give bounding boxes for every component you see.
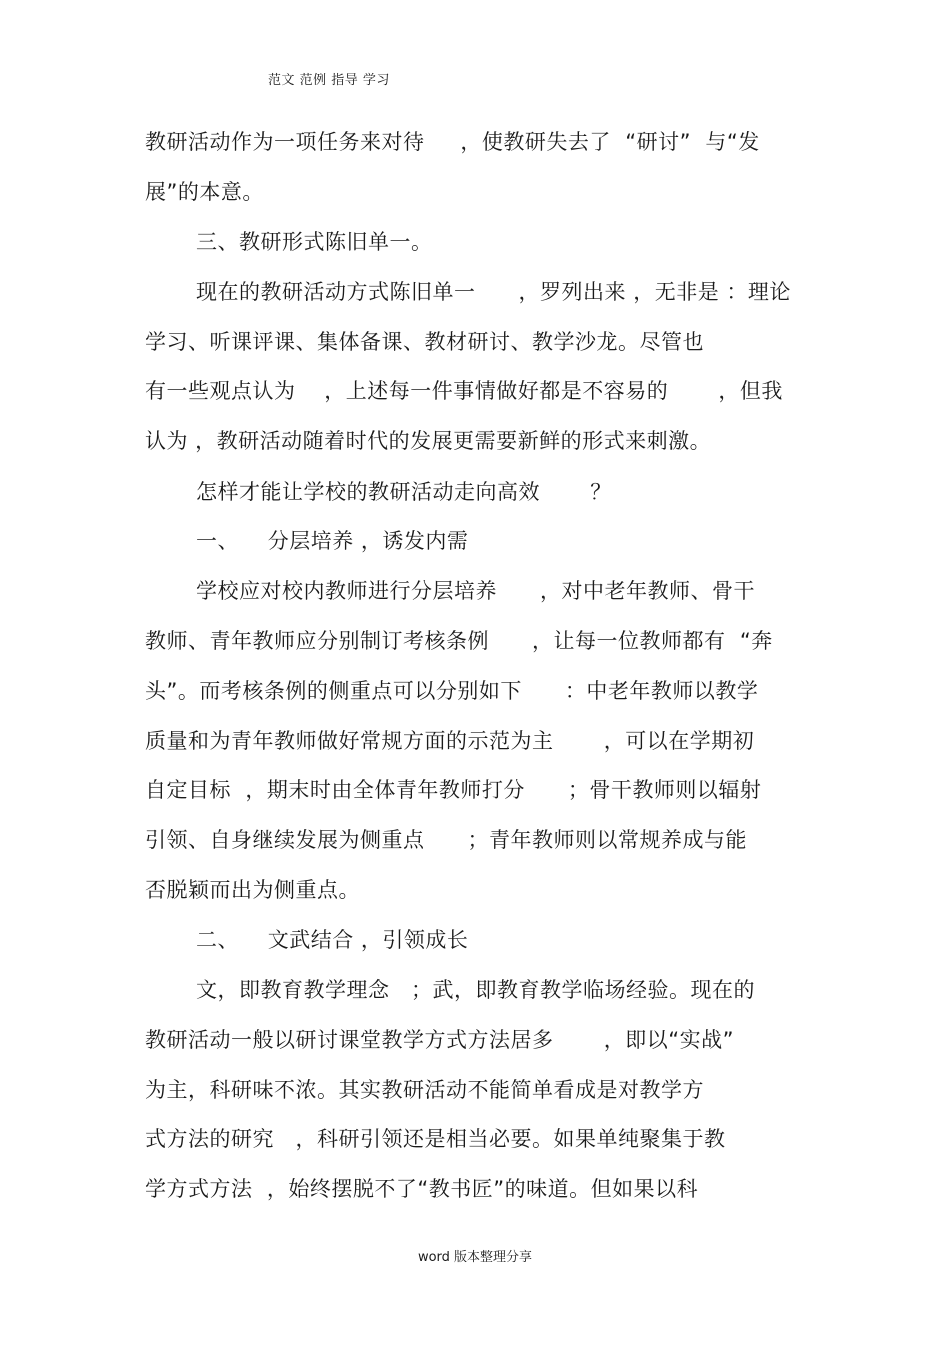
body-line: 学习、听课评课、集体备课、教材研讨、教学沙龙。尽管也 bbox=[145, 330, 704, 354]
body-line: 学方式方法 ，始终摆脱不了“教书匠”的味道。但如果以科 bbox=[145, 1177, 699, 1201]
body-line: 认为 ，教研活动随着时代的发展更需要新鲜的形式来刺激。 bbox=[145, 429, 712, 453]
body-line: 式方法的研究 ，科研引领还是相当必要。如果单纯聚集于教 bbox=[145, 1127, 726, 1151]
body-line: 教研活动作为一项任务来对待 ，使教研失去了 “研讨” 与“发 bbox=[145, 130, 760, 154]
body-line: 为主，科研味不浓。其实教研活动不能简单看成是对教学方 bbox=[145, 1078, 704, 1102]
body-line: 现在的教研活动方式陈旧单一 ，罗列出来 ，无非是 ：理论 bbox=[196, 280, 791, 304]
body-line: 学校应对校内教师进行分层培养 ，对中老年教师、骨干 bbox=[196, 579, 756, 603]
body-line: 自定目标 ，期末时由全体青年教师打分 ；骨干教师则以辐射 bbox=[145, 778, 762, 802]
body-line: 否脱颖而出为侧重点。 bbox=[145, 878, 360, 902]
body-line: 文，即教育教学理念 ；武，即教育教学临场经验。现在的 bbox=[196, 978, 756, 1002]
body-line: 教研活动一般以研讨课堂教学方式方法居多 ，即以“实战” bbox=[145, 1028, 734, 1052]
section-heading: 三、教研形式陈旧单一。 bbox=[196, 230, 433, 254]
page-footer: word 版本整理分享 bbox=[417, 1250, 533, 1265]
section-heading: 二、 文武结合 ，引领成长 bbox=[196, 928, 469, 952]
body-line: 头”。而考核条例的侧重点可以分别如下 ：中老年教师以教学 bbox=[145, 679, 759, 703]
body-line: 质量和为青年教师做好常规方面的示范为主 ，可以在学期初 bbox=[145, 729, 755, 753]
page-header: 范文 范例 指导 学习 bbox=[268, 73, 390, 88]
body-line: 引领、自身继续发展为侧重点 ；青年教师则以常规养成与能 bbox=[145, 828, 748, 852]
body-line: 展”的本意。 bbox=[145, 180, 264, 204]
body-line: 怎样才能让学校的教研活动走向高效 ？ bbox=[196, 480, 612, 504]
section-heading: 一、 分层培养 ，诱发内需 bbox=[196, 529, 469, 553]
body-line: 有一些观点认为 ，上述每一件事情做好都是不容易的 ，但我 bbox=[145, 379, 783, 403]
body-line: 教师、青年教师应分别制订考核条例 ，让每一位教师都有 “奔 bbox=[145, 629, 773, 653]
